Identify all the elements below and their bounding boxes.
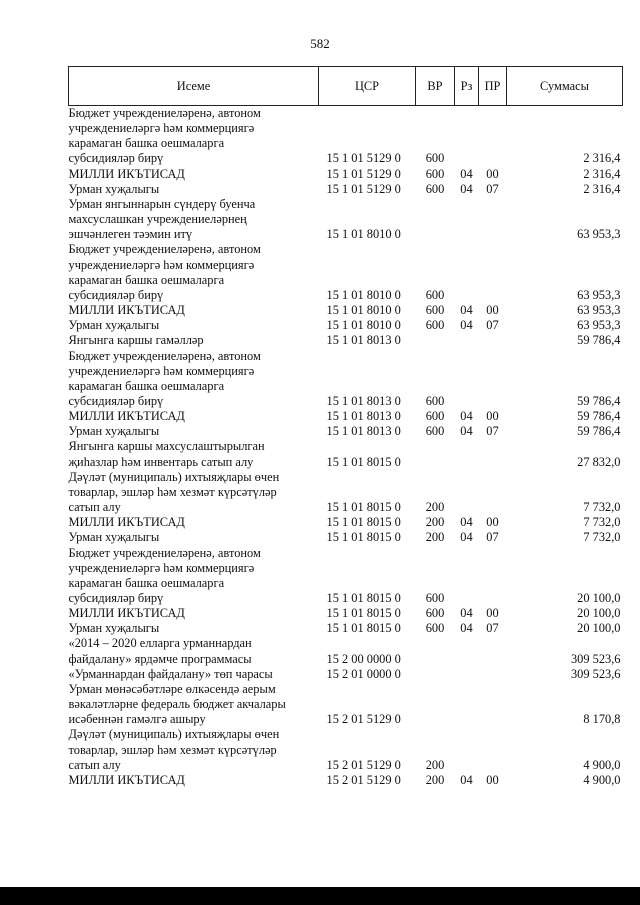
row-sum: 309 523,6	[570, 666, 621, 681]
row-rz	[455, 106, 479, 167]
row-sum: 2 316,4	[583, 181, 621, 196]
row-name	[69, 636, 319, 666]
row-rz: 04	[460, 424, 473, 439]
row-name-line: МИЛЛИ ИКЪТИСАД	[68, 606, 185, 621]
row-csr: 15 1 01 5129 0	[326, 181, 401, 196]
row-rz: 04	[460, 181, 473, 196]
row-name-line: Бюджет учреждениеләренә, автоном	[68, 242, 261, 257]
row-name-line: «2014 – 2020 елларга урманнардан	[68, 636, 252, 651]
row-vr	[416, 667, 455, 682]
row-vr: 600	[425, 393, 445, 408]
row-sum: 2 316,4	[583, 151, 621, 166]
row-sum: 7 732,0	[583, 530, 621, 545]
row-csr: 15 2 01 0000 0	[326, 666, 401, 681]
row-name-line: исәбеннән гамәлгә ашыру	[68, 712, 206, 727]
row-name-line: учреждениеләргә һәм коммерциягә	[68, 560, 255, 575]
row-sum: 59 786,4	[577, 409, 621, 424]
row-vr: 600	[425, 591, 445, 605]
row-name	[69, 424, 319, 439]
table-row	[69, 667, 623, 682]
row-name-line: Урман мөнәсәбәтләре өлкәсендә аерым	[68, 681, 276, 696]
row-csr: 15 1 01 8015 0	[326, 515, 401, 530]
row-pr	[479, 727, 507, 772]
row-rz	[455, 439, 479, 469]
table-row	[69, 515, 623, 530]
row-sum: 63 953,3	[577, 287, 621, 302]
row-rz	[455, 333, 479, 348]
row-name	[69, 349, 319, 410]
row-name-line: җиһазлар һәм инвентарь сатып алу	[68, 454, 254, 469]
table-row	[69, 727, 623, 772]
row-csr: 15 1 01 8015 0	[326, 454, 401, 469]
row-sum: 4 900,0	[583, 757, 621, 772]
header-rz: Рз	[455, 67, 479, 106]
row-name-line: Бюджет учреждениеләренә, автоном	[68, 348, 261, 363]
row-rz: 04	[460, 515, 473, 530]
row-csr: 15 1 01 8010 0	[326, 303, 401, 318]
row-name	[69, 515, 319, 530]
budget-table	[68, 66, 623, 788]
row-name-line: учреждениеләргә һәм коммерциягә	[68, 257, 255, 272]
row-name-line: Янгынга каршы махсуслаштырылган	[68, 439, 265, 454]
row-vr: 600	[425, 318, 445, 333]
row-name-line: Бюджет учреждениеләренә, автоном	[68, 545, 261, 560]
row-rz: 04	[460, 303, 473, 318]
row-name-line: субсидияләр бирү	[68, 591, 164, 605]
row-name-line: субсидияләр бирү	[68, 151, 164, 166]
row-rz	[455, 546, 479, 607]
table-row	[69, 682, 623, 727]
row-vr: 200	[425, 500, 445, 515]
row-name-line: МИЛЛИ ИКЪТИСАД	[68, 409, 185, 424]
row-sum: 63 953,3	[577, 227, 621, 242]
row-csr: 15 1 01 8010 0	[326, 227, 401, 242]
row-name	[69, 182, 319, 197]
row-rz	[455, 197, 479, 242]
table-row	[69, 773, 623, 788]
row-csr: 15 2 01 5129 0	[326, 757, 401, 772]
row-sum: 2 316,4	[583, 166, 621, 181]
row-csr: 15 1 01 8015 0	[326, 530, 401, 545]
row-pr	[479, 682, 507, 727]
row-name-line: карамаган башка оешмаларга	[68, 378, 225, 393]
row-name-line: карамаган башка оешмаларга	[68, 136, 225, 151]
row-sum: 59 786,4	[577, 424, 621, 439]
row-vr	[416, 439, 455, 469]
row-vr: 600	[425, 303, 445, 318]
row-name-line: субсидияләр бирү	[68, 287, 164, 302]
table-row	[69, 303, 623, 318]
row-pr	[479, 197, 507, 242]
row-pr: 00	[486, 166, 499, 181]
header-csr: ЦСР	[319, 67, 416, 106]
row-rz: 04	[460, 772, 473, 787]
row-csr: 15 1 01 8015 0	[326, 621, 401, 636]
row-sum: 63 953,3	[577, 318, 621, 333]
scan-edge-bar	[0, 887, 640, 905]
row-name	[69, 197, 319, 242]
row-name-line: махсуслашкан учреждениеләрнең	[68, 212, 247, 227]
row-vr	[416, 333, 455, 348]
row-pr	[479, 546, 507, 607]
row-name-line: файдалану» ярдәмче программасы	[68, 651, 252, 666]
row-vr: 600	[425, 424, 445, 439]
table-row	[69, 182, 623, 197]
row-vr: 600	[425, 621, 445, 636]
row-csr: 15 2 01 5129 0	[326, 712, 401, 727]
row-name-line: карамаган башка оешмаларга	[68, 272, 225, 287]
row-rz: 04	[460, 530, 473, 545]
row-name-line: МИЛЛИ ИКЪТИСАД	[68, 515, 185, 530]
row-name-line: Урман хуҗалыгы	[68, 530, 160, 545]
row-name-line: субсидияләр бирү	[68, 393, 164, 408]
row-sum: 309 523,6	[570, 651, 621, 666]
row-name-line: товарлар, эшләр һәм хезмәт күрсәтүләр	[68, 484, 277, 499]
row-rz	[455, 470, 479, 515]
row-name-line: Янгынга каршы гамәлләр	[68, 333, 204, 348]
row-vr: 600	[425, 181, 445, 196]
row-rz	[455, 349, 479, 410]
row-name-line: сатып алу	[68, 757, 121, 772]
row-csr: 15 2 00 0000 0	[326, 651, 401, 666]
table-body	[69, 106, 623, 789]
row-name	[69, 530, 319, 545]
row-pr	[479, 333, 507, 348]
row-sum: 63 953,3	[577, 303, 621, 318]
row-name-line: Урман хуҗалыгы	[68, 318, 160, 333]
table-row	[69, 530, 623, 545]
row-vr: 200	[425, 757, 445, 772]
row-name-line: Бюджет учреждениеләренә, автоном	[68, 106, 261, 120]
row-sum: 20 100,0	[577, 621, 621, 636]
row-vr	[416, 636, 455, 666]
row-sum: 8 170,8	[583, 712, 621, 727]
row-csr: 15 1 01 8015 0	[326, 500, 401, 515]
table-header	[69, 67, 623, 106]
row-name-line: Урман хуҗалыгы	[68, 621, 160, 636]
row-name	[69, 606, 319, 621]
row-rz	[455, 682, 479, 727]
row-pr: 07	[486, 621, 499, 636]
row-rz: 04	[460, 318, 473, 333]
row-csr: 15 2 01 5129 0	[326, 772, 401, 787]
row-name-line: карамаган башка оешмаларга	[68, 575, 225, 590]
row-rz: 04	[460, 166, 473, 181]
header-name: Исеме	[69, 67, 319, 106]
row-pr: 00	[486, 515, 499, 530]
row-sum: 20 100,0	[577, 591, 621, 605]
row-name-line: Дәүләт (муниципаль) ихтыяҗлары өчен	[68, 727, 280, 742]
header-sum: Суммасы	[507, 67, 623, 106]
row-name-line: МИЛЛИ ИКЪТИСАД	[68, 772, 185, 787]
header-pr: ПР	[479, 67, 507, 106]
row-pr: 07	[486, 318, 499, 333]
row-pr	[479, 349, 507, 410]
row-pr	[479, 106, 507, 167]
table-row	[69, 197, 623, 242]
row-name	[69, 727, 319, 772]
row-name	[69, 621, 319, 636]
row-name	[69, 318, 319, 333]
row-csr: 15 1 01 8013 0	[326, 409, 401, 424]
table-row	[69, 424, 623, 439]
row-pr: 00	[486, 772, 499, 787]
row-name	[69, 303, 319, 318]
row-rz: 04	[460, 621, 473, 636]
row-name	[69, 106, 319, 167]
row-name-line: Урман янгыннарын сүндерү буенча	[68, 196, 256, 211]
row-name-line: Урман хуҗалыгы	[68, 424, 160, 439]
row-name	[69, 546, 319, 607]
header-vr: ВР	[416, 67, 455, 106]
row-sum: 7 732,0	[583, 500, 621, 515]
row-name-line: «Урманнардан файдалану» төп чарасы	[68, 666, 273, 681]
row-pr: 07	[486, 530, 499, 545]
row-vr: 200	[425, 530, 445, 545]
row-name-line: товарлар, эшләр һәм хезмәт күрсәтүләр	[68, 742, 277, 757]
row-name	[69, 682, 319, 727]
table-row	[69, 333, 623, 348]
row-sum: 7 732,0	[583, 515, 621, 530]
table-row	[69, 546, 623, 607]
row-csr: 15 1 01 8013 0	[326, 393, 401, 408]
row-sum: 59 786,4	[577, 333, 621, 348]
row-name-line: учреждениеләргә һәм коммерциягә	[68, 121, 255, 136]
row-sum: 4 900,0	[583, 772, 621, 787]
row-name-line: МИЛЛИ ИКЪТИСАД	[68, 303, 185, 318]
row-rz	[455, 727, 479, 772]
row-vr: 200	[425, 772, 445, 787]
row-rz: 04	[460, 606, 473, 621]
page-number: 582	[310, 36, 330, 51]
row-csr: 15 1 01 8010 0	[326, 287, 401, 302]
row-vr	[416, 197, 455, 242]
row-csr: 15 1 01 8010 0	[326, 318, 401, 333]
row-pr	[479, 636, 507, 666]
row-sum: 20 100,0	[577, 606, 621, 621]
table-row	[69, 409, 623, 424]
row-name	[69, 167, 319, 182]
row-rz	[455, 667, 479, 682]
row-vr: 600	[425, 166, 445, 181]
table-row	[69, 349, 623, 410]
row-vr: 200	[425, 515, 445, 530]
row-rz: 04	[460, 409, 473, 424]
table-row	[69, 242, 623, 303]
table-row	[69, 636, 623, 666]
row-csr: 15 1 01 8015 0	[326, 591, 401, 605]
row-pr: 00	[486, 409, 499, 424]
row-csr: 15 1 01 5129 0	[326, 151, 401, 166]
row-name-line: сатып алу	[68, 500, 121, 515]
row-pr: 07	[486, 181, 499, 196]
row-name-line: Дәүләт (муниципаль) ихтыяҗлары өчен	[68, 469, 280, 484]
row-pr: 00	[486, 606, 499, 621]
row-vr: 600	[425, 409, 445, 424]
row-vr: 600	[425, 151, 445, 166]
table-row	[69, 167, 623, 182]
row-name	[69, 333, 319, 348]
row-pr	[479, 439, 507, 469]
row-csr: 15 1 01 8013 0	[326, 424, 401, 439]
row-pr: 07	[486, 424, 499, 439]
row-name	[69, 773, 319, 788]
row-name-line: вәкаләтләрне федераль бюджет акчалары	[68, 697, 286, 712]
row-rz	[455, 636, 479, 666]
table-row	[69, 439, 623, 469]
row-name	[69, 409, 319, 424]
row-pr	[479, 470, 507, 515]
table-row	[69, 606, 623, 621]
row-sum: 27 832,0	[577, 454, 621, 469]
row-csr: 15 1 01 8015 0	[326, 606, 401, 621]
row-pr: 00	[486, 303, 499, 318]
row-pr	[479, 667, 507, 682]
row-name	[69, 439, 319, 469]
table-row	[69, 106, 623, 167]
row-rz	[455, 242, 479, 303]
table-row	[69, 318, 623, 333]
row-csr: 15 1 01 8013 0	[326, 333, 401, 348]
row-name-line: учреждениеләргә һәм коммерциягә	[68, 363, 255, 378]
row-name	[69, 470, 319, 515]
row-name-line: МИЛЛИ ИКЪТИСАД	[68, 166, 185, 181]
row-name	[69, 242, 319, 303]
row-vr	[416, 682, 455, 727]
row-vr: 600	[425, 287, 445, 302]
table-row	[69, 470, 623, 515]
row-csr: 15 1 01 5129 0	[326, 166, 401, 181]
row-sum: 59 786,4	[577, 393, 621, 408]
row-name	[69, 667, 319, 682]
row-name-line: Урман хуҗалыгы	[68, 181, 160, 196]
table-row	[69, 621, 623, 636]
row-pr	[479, 242, 507, 303]
row-vr: 600	[425, 606, 445, 621]
row-name-line: эшчәнлеген тәэмин итү	[68, 227, 193, 242]
